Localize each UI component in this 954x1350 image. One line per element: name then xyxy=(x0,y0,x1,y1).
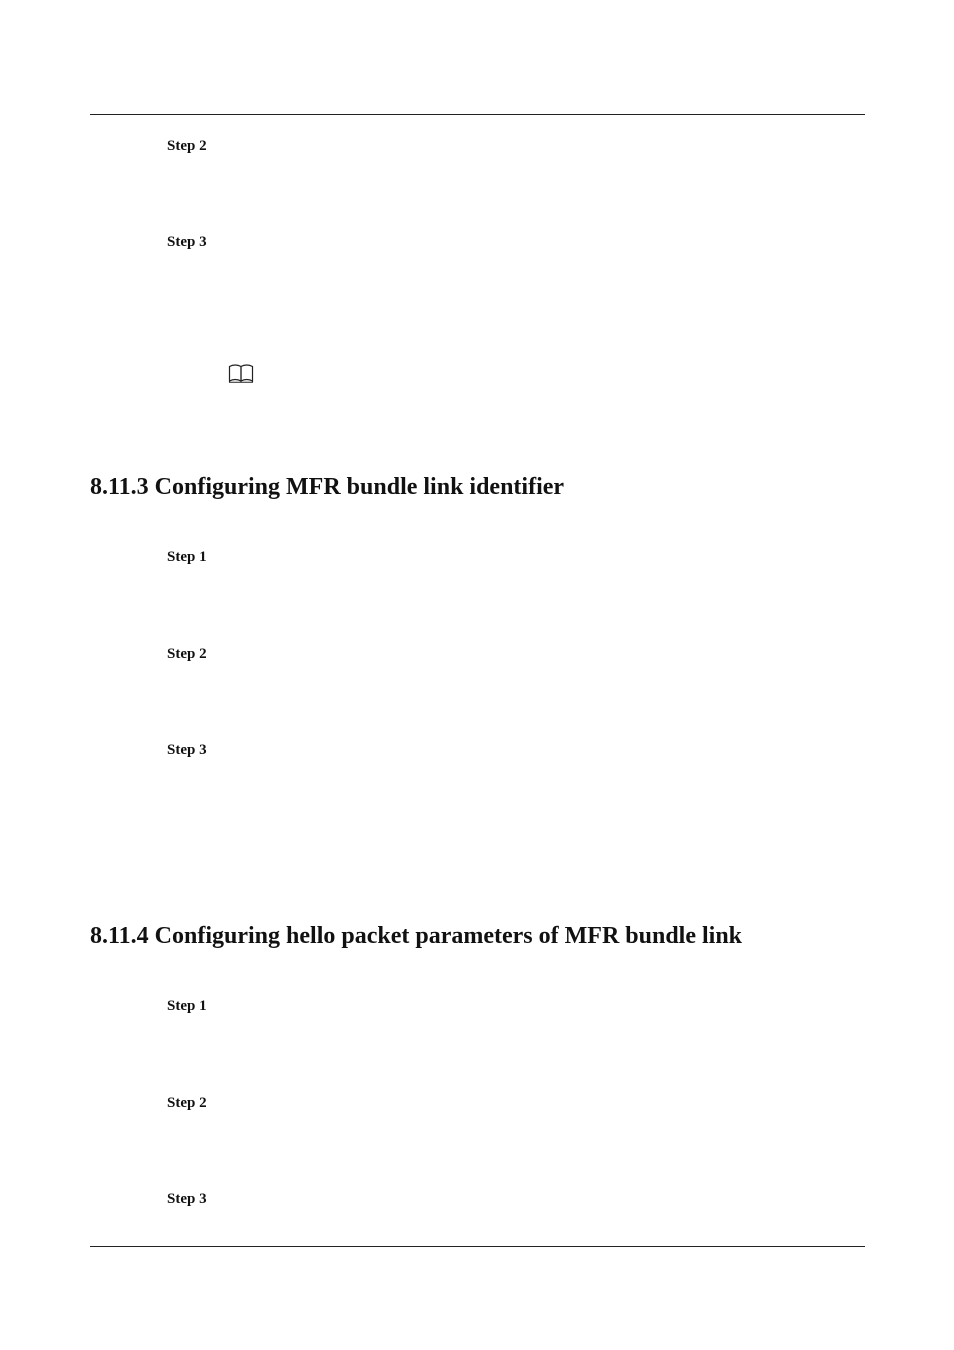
step-label: Step 2 xyxy=(167,646,207,662)
header-rule xyxy=(90,114,865,115)
step-label: Step 1 xyxy=(167,549,207,565)
footer-rule xyxy=(90,1246,865,1247)
step-label: Step 1 xyxy=(167,998,207,1014)
step-label: Step 2 xyxy=(167,138,207,154)
book-note-icon xyxy=(228,363,254,383)
section-heading: 8.11.3 Configuring MFR bundle link identifier xyxy=(90,474,565,500)
section-heading: 8.11.4 Configuring hello packet parameters of MFR bundle link xyxy=(90,923,743,949)
step-label: Step 3 xyxy=(167,1191,207,1207)
step-label: Step 3 xyxy=(167,742,207,758)
step-label: Step 3 xyxy=(167,234,207,250)
step-label: Step 2 xyxy=(167,1095,207,1111)
